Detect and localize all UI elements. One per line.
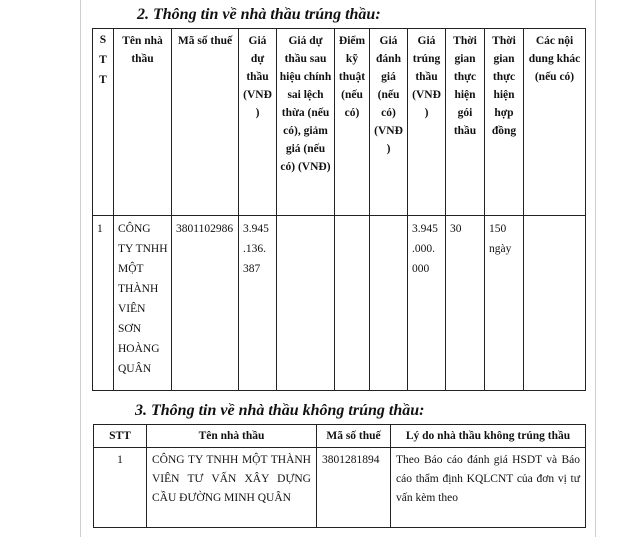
header-tax-code: Mã số thuế <box>317 425 391 448</box>
page-edge-left <box>80 0 81 537</box>
cell-reason: Theo Báo cáo đánh giá HSDT và Báo cáo thẩm định KQLCNT của đơn vị tư vấn kèm theo <box>391 448 586 528</box>
header-bidder-name: Tên nhà thầu <box>114 29 172 216</box>
header-stt: STT <box>94 425 147 448</box>
header-tax-code: Mã số thuế <box>172 29 239 216</box>
cell-stt: 1 <box>93 216 114 391</box>
cell-tech-score <box>335 216 370 391</box>
table-row <box>93 216 586 391</box>
section-heading-winner: 2. Thông tin về nhà thầu trúng thầu: <box>137 6 381 23</box>
cell-other <box>524 216 586 391</box>
winning-bidder-table <box>92 28 586 391</box>
losing-bidder-table <box>93 424 586 528</box>
cell-bidder-name: CÔNG TY TNHH MỘT THÀNH VIÊN TƯ VẤN XÂY DỰNG CẦU ĐƯỜNG MINH QUÂN <box>147 448 317 528</box>
header-adjusted-price: Giá dự thầu sau hiệu chính sai lệch thừa (nếu có), giảm giá (nếu có) (VNĐ) <box>277 29 335 216</box>
cell-bid-price: 3.945 .136. 387 <box>239 216 277 391</box>
page-edge-right <box>595 0 596 537</box>
cell-tax-code: 3801102986 <box>172 216 239 391</box>
section-heading-losing: 3. Thông tin về nhà thầu không trúng thầu: <box>135 402 425 419</box>
header-other: Các nội dung khác (nếu có) <box>524 29 586 216</box>
cell-contract-time: 150 ngày <box>485 216 524 391</box>
table-row <box>94 448 586 528</box>
header-bid-price: Giá dự thầu (VNĐ ) <box>239 29 277 216</box>
cell-package-time: 30 <box>446 216 485 391</box>
cell-adjusted-price <box>277 216 335 391</box>
header-contract-time: Thời gian thực hiện hợp đồng <box>485 29 524 216</box>
header-bidder-name: Tên nhà thầu <box>147 425 317 448</box>
table-header-row <box>94 425 586 448</box>
header-evaluated-price: Giá đánh giá (nếu có) (VNĐ ) <box>370 29 408 216</box>
cell-evaluated-price <box>370 216 408 391</box>
header-tech-score: Điểm kỹ thuật (nếu có) <box>335 29 370 216</box>
cell-bidder-name: CÔNG TY TNHH MỘT THÀNH VIÊN SƠN HOÀNG QUÂN <box>114 216 172 391</box>
header-stt: S T T <box>93 29 114 216</box>
header-reason: Lý do nhà thầu không trúng thầu <box>391 425 586 448</box>
cell-tax-code: 3801281894 <box>317 448 391 528</box>
cell-winning-price: 3.945 .000. 000 <box>408 216 446 391</box>
header-winning-price: Giá trúng thầu (VNĐ ) <box>408 29 446 216</box>
header-package-time: Thời gian thực hiện gói thầu <box>446 29 485 216</box>
table-header-row <box>93 29 586 216</box>
cell-stt: 1 <box>94 448 147 528</box>
